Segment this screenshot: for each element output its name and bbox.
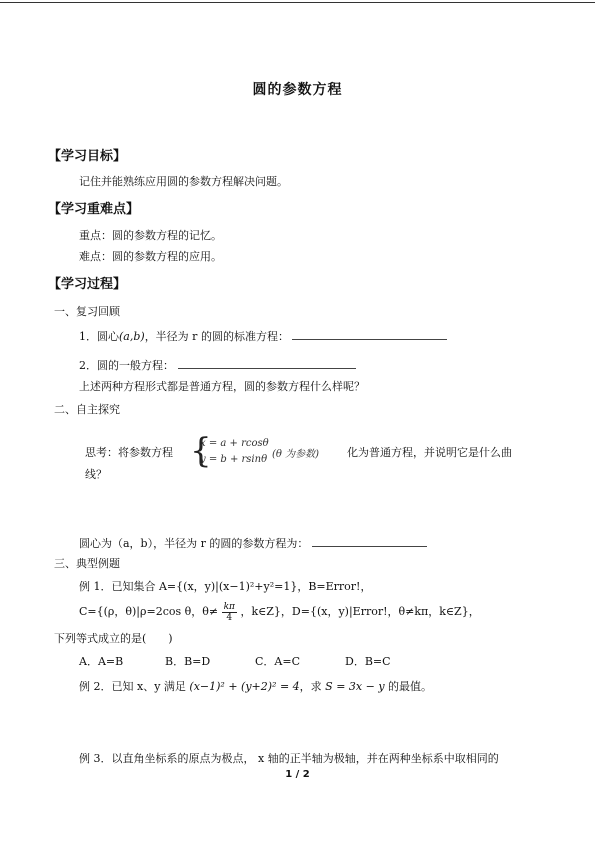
eq-y: y = b + rsinθ bbox=[200, 454, 268, 465]
fraction-denominator: 4 bbox=[226, 612, 233, 623]
fraction-kpi-over-4 bbox=[222, 602, 237, 623]
process-heading: 【学习过程】 bbox=[48, 277, 127, 292]
ex2-suffix: 的最值。 bbox=[388, 680, 433, 693]
ex2-equation: (x−1)² + (y+2)² = 4 bbox=[189, 680, 300, 693]
review-note: 上述两种方程形式都是普通方程，圆的参数方程什么样呢？ bbox=[79, 380, 365, 393]
param-note: (θ 为参数) bbox=[272, 449, 320, 460]
think-suffix: 化为普通方程，并说明它是什么曲 bbox=[347, 446, 512, 459]
fraction-numerator: kπ bbox=[223, 601, 235, 612]
examples-heading: 三、典型例题 bbox=[54, 557, 120, 570]
page-number: 1 / 2 bbox=[285, 769, 310, 780]
explore-heading: 二、自主探究 bbox=[54, 403, 120, 416]
review-q1 bbox=[79, 328, 447, 344]
option-d: D．B=C bbox=[345, 655, 391, 668]
parametric-system bbox=[190, 432, 268, 470]
ex2-line bbox=[79, 680, 432, 694]
ex2-s-expression: S = 3x − y bbox=[325, 680, 385, 693]
think-prefix: 思考：将参数方程 bbox=[85, 446, 173, 459]
key-heading: 【学习重难点】 bbox=[48, 202, 140, 217]
ex1-line2-a: C={(ρ，θ)|ρ=2cos θ，θ≠ bbox=[79, 605, 219, 618]
hard-point: 难点：圆的参数方程的应用。 bbox=[79, 250, 222, 263]
ex1-line2-b: ，k∈Z}，D={(x，y)|Error!，θ≠kπ，k∈Z}， bbox=[240, 605, 480, 618]
page-title: 圆的参数方程 bbox=[252, 82, 343, 98]
key-point: 重点：圆的参数方程的记忆。 bbox=[79, 229, 222, 242]
option-b: B．B=D bbox=[165, 655, 211, 668]
eq-x: x = a + rcosθ bbox=[200, 438, 269, 449]
answer-blank-param-eq[interactable] bbox=[312, 535, 427, 547]
answer-blank-standard-eq[interactable] bbox=[292, 328, 447, 340]
brace-symbol: { bbox=[190, 431, 212, 471]
ex3-line: 例 3．以直角坐标系的原点为极点， x 轴的正半轴为极轴，并在两种坐标系中取相同的 bbox=[79, 752, 499, 765]
ex1-line1: 例 1．已知集合 A={(x，y)|(x−1)²+y²=1}，B=Error!， bbox=[79, 580, 372, 593]
ex1-line2 bbox=[79, 600, 480, 624]
ex2-prefix: 例 2．已知 x、y 满足 bbox=[79, 680, 186, 693]
review-q2-text: 2．圆的一般方程： bbox=[79, 359, 174, 372]
review-q1-center: (a,b) bbox=[119, 330, 145, 343]
review-q1-suffix: ，半径为 r 的圆的标准方程： bbox=[144, 330, 289, 343]
goal-text: 记住并能熟练应用圆的参数方程解决问题。 bbox=[79, 175, 288, 188]
review-q2 bbox=[79, 357, 356, 373]
think-wrap: 线？ bbox=[85, 468, 107, 481]
option-c: C．A=C bbox=[255, 655, 300, 668]
option-a: A．A=B bbox=[79, 655, 124, 668]
answer-blank-general-eq[interactable] bbox=[178, 357, 356, 369]
ex2-mid: ，求 bbox=[299, 680, 322, 693]
ex1-line3: 下列等式成立的是( ) bbox=[54, 632, 173, 645]
review-heading: 一、复习回顾 bbox=[54, 305, 120, 318]
goal-heading: 【学习目标】 bbox=[48, 149, 127, 164]
top-rule bbox=[0, 2, 595, 3]
circle-param-eq bbox=[79, 535, 427, 551]
circle-param-text: 圆心为（a，b），半径为 r 的圆的参数方程为： bbox=[79, 537, 309, 550]
review-q1-prefix: 1．圆心 bbox=[79, 330, 119, 343]
